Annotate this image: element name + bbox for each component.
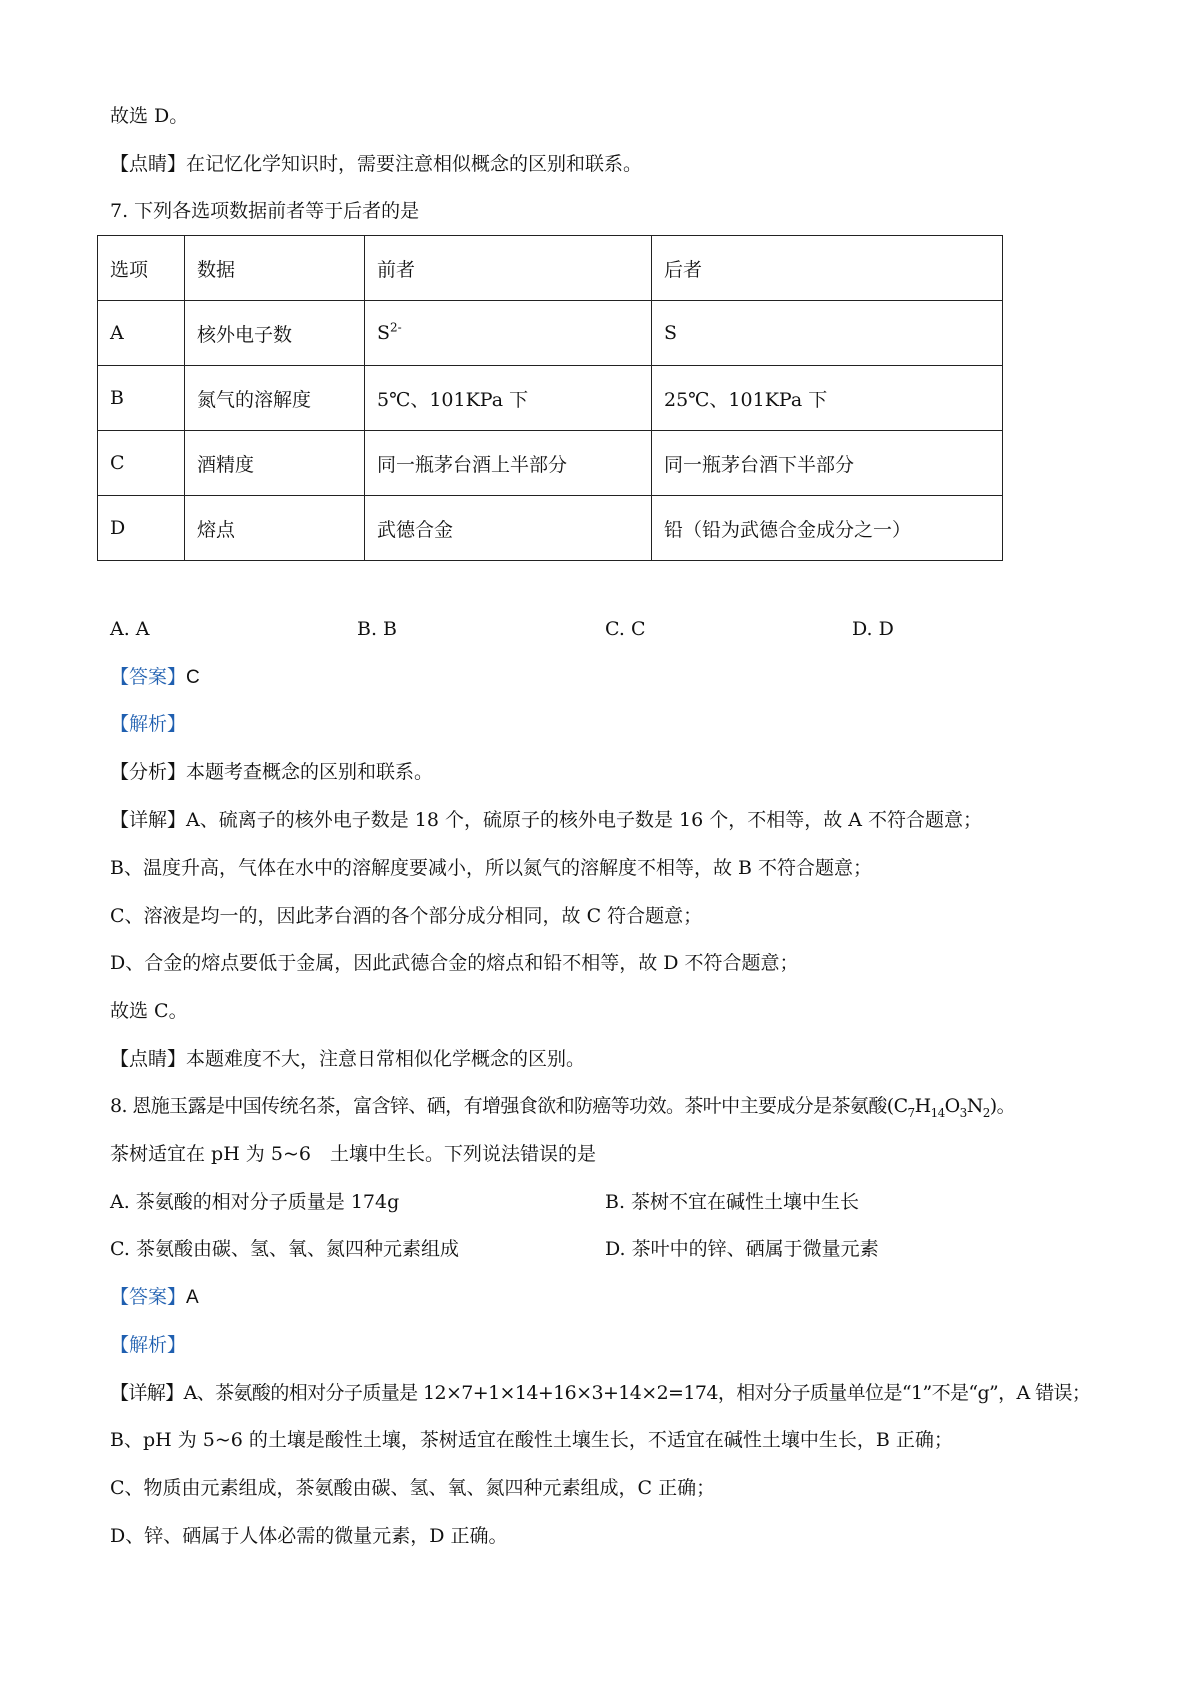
latter-cell: 同一瓶茅台酒下半部分 [652, 431, 1003, 496]
former-cell: 同一瓶茅台酒上半部分 [365, 431, 652, 496]
q8-detail-line: D、锌、硒属于人体必需的微量元素，D 正确。 [110, 1525, 508, 1547]
answer-value: C [186, 667, 200, 688]
q8-stem-line1 [110, 1093, 1015, 1119]
formula-o-sub: 3 [959, 1105, 967, 1120]
q7-detail-line: 【详解】A、硫离子的核外电子数是 18 个，硫原子的核外电子数是 16 个，不相等，故 A 不符合题意； [110, 809, 983, 831]
q7-detail-line: D、合金的熔点要低于金属，因此武德合金的熔点和铅不相等，故 D 不符合题意； [110, 952, 799, 974]
formula-h: H [914, 1095, 931, 1117]
q7-choice-b: B. B [357, 618, 398, 640]
data-cell: 核外电子数 [185, 301, 365, 366]
latter-cell: S [652, 301, 1003, 366]
q7-comment: 【点睛】本题难度不大，注意日常相似化学概念的区别。 [110, 1048, 586, 1070]
q8-choice-c: C. 茶氨酸由碳、氢、氧、氮四种元素组成 [110, 1238, 459, 1260]
q7-stem: 7. 下列各选项数据前者等于后者的是 [110, 200, 420, 222]
q7-choice-a: A. A [110, 618, 150, 640]
answer-tag: 【答案】 [110, 1286, 187, 1308]
q7-detail-line: B、温度升高，气体在水中的溶解度要减小，所以氮气的溶解度不相等，故 B 不符合题意； [110, 857, 873, 879]
q8-detail-line: C、物质由元素组成，茶氨酸由碳、氢、氧、氮四种元素组成，C 正确； [110, 1477, 716, 1499]
q7-table [97, 235, 1003, 561]
former-cell [365, 301, 652, 366]
formula-n-sub: 2 [982, 1105, 990, 1120]
table-row [98, 301, 1003, 366]
q8-stem-line2: 茶树适宜在 pH 为 5~6 土壤中生长。下列说法错误的是 [110, 1143, 596, 1165]
option-cell: A [98, 301, 185, 366]
latter-cell: 25℃、101KPa 下 [652, 366, 1003, 431]
q7-analysis: 【分析】本题考查概念的区别和联系。 [110, 761, 434, 783]
header-cell: 选项 [98, 236, 185, 301]
q7-choice-c: C. C [605, 618, 646, 640]
option-cell: B [98, 366, 185, 431]
q7-answer [110, 664, 200, 691]
data-cell: 熔点 [185, 496, 365, 561]
former-sup: 2- [390, 320, 402, 335]
formula-o: O [944, 1095, 960, 1117]
option-cell: C [98, 431, 185, 496]
latter-cell: 铅（铅为武德合金成分之一） [652, 496, 1003, 561]
comment-q6: 【点睛】在记忆化学知识时，需要注意相似概念的区别和联系。 [110, 153, 643, 175]
table-row [98, 366, 1003, 431]
header-cell: 数据 [185, 236, 365, 301]
header-cell: 后者 [652, 236, 1003, 301]
former-cell: 武德合金 [365, 496, 652, 561]
table-header-row [98, 236, 1003, 301]
answer-value: A [186, 1287, 199, 1308]
header-cell: 前者 [365, 236, 652, 301]
q8-stem-end: )。 [989, 1095, 1015, 1117]
q7-conclusion: 故选 C。 [110, 1000, 188, 1022]
formula-n: N [966, 1095, 983, 1117]
former-cell: 5℃、101KPa 下 [365, 366, 652, 431]
data-cell: 氮气的溶解度 [185, 366, 365, 431]
q8-choice-d: D. 茶叶中的锌、硒属于微量元素 [605, 1238, 879, 1260]
formula-c: C [893, 1095, 908, 1117]
formula-h-sub: 14 [930, 1105, 945, 1120]
q8-answer [110, 1284, 199, 1311]
q7-detail-line: C、溶液是均一的，因此茅台酒的各个部分成分相同，故 C 符合题意； [110, 905, 703, 927]
table-row [98, 431, 1003, 496]
q8-stem-text: 8. 恩施玉露是中国传统名茶，富含锌、硒，有增强食欲和防癌等功效。茶叶中主要成分是茶氨酸( [110, 1095, 894, 1117]
q7-choice-d: D. D [852, 618, 894, 640]
formula-c-sub: 7 [907, 1105, 915, 1120]
q8-detail-line: B、pH 为 5~6 的土壤是酸性土壤，茶树适宜在酸性土壤生长，不适宜在碱性土壤中生长，B 正确； [110, 1429, 953, 1451]
table-row [98, 496, 1003, 561]
former-base: S [377, 322, 391, 344]
option-cell: D [98, 496, 185, 561]
data-cell: 酒精度 [185, 431, 365, 496]
q8-formula [893, 1095, 990, 1120]
q8-analysis-tag: 【解析】 [110, 1334, 187, 1356]
q7-analysis-tag: 【解析】 [110, 713, 187, 735]
q8-choice-b: B. 茶树不宜在碱性土壤中生长 [605, 1191, 860, 1213]
q8-choice-a: A. 茶氨酸的相对分子质量是 174g [110, 1191, 400, 1213]
answer-tag: 【答案】 [110, 666, 187, 688]
q8-detail-line: 【详解】A、茶氨酸的相对分子质量是 12×7+1×14+16×3+14×2=174，相对分子质量单位是“1”不是“g”，A 错误； [110, 1382, 1091, 1404]
conclusion-q6: 故选 D。 [110, 105, 189, 127]
